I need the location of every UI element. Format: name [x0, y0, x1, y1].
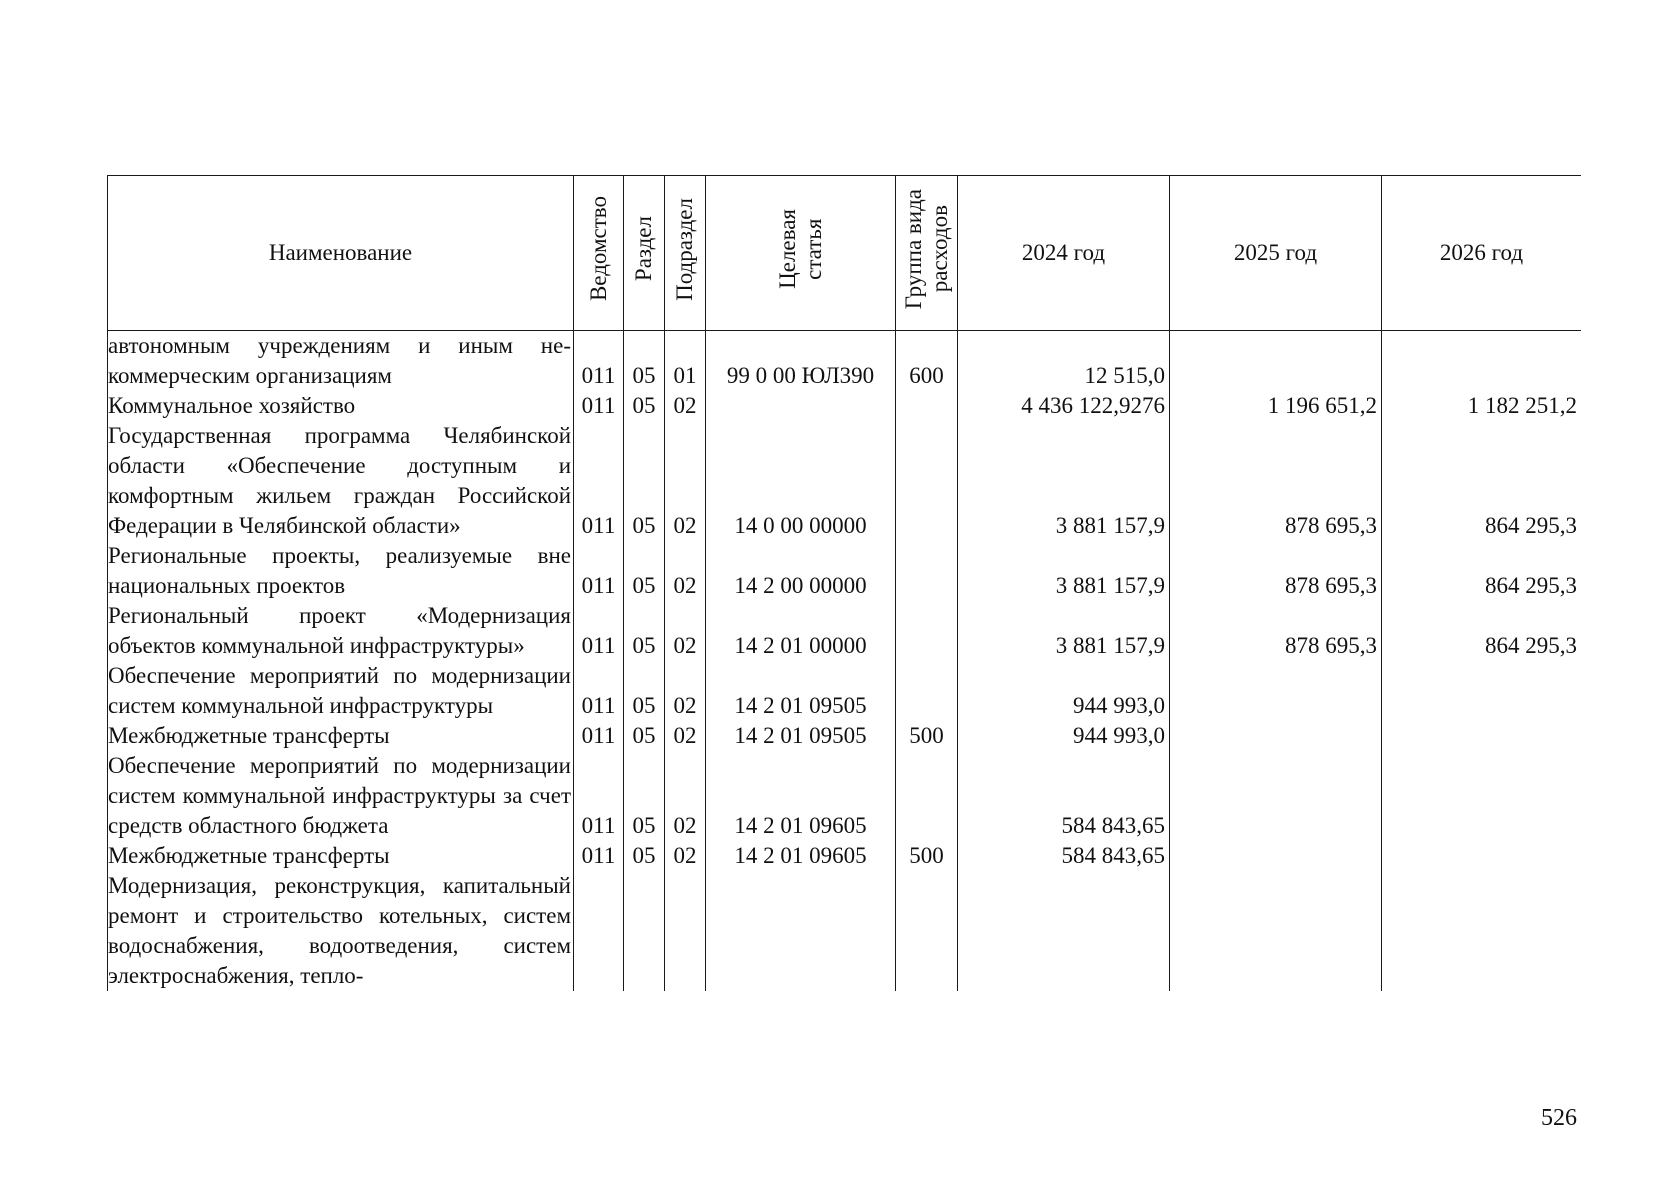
row-target-article: 14 2 00 00000	[706, 541, 896, 601]
row-section: 05	[624, 421, 665, 541]
row-agency: 011	[574, 601, 624, 661]
row-amount-2024: 4 436 122,9276	[958, 391, 1170, 421]
row-agency: 011	[574, 751, 624, 841]
row-subsection: 02	[665, 721, 706, 751]
header-agency-label: Ведомство	[585, 196, 611, 302]
row-amount-2025	[1170, 661, 1382, 721]
header-target-line2: статья	[800, 218, 826, 280]
row-amount-2026: 864 295,3	[1382, 421, 1582, 541]
row-amount-2026	[1382, 871, 1582, 991]
header-name	[108, 176, 574, 331]
header-section-label: Раздел	[631, 216, 656, 282]
header-expense-group	[896, 176, 958, 331]
header-2024-label: 2024 год	[1021, 240, 1106, 265]
row-name: Региональный проект «Модернизация объектов коммунальной инфраструктуры»	[108, 601, 574, 661]
table-row	[108, 841, 1582, 871]
row-subsection: 02	[665, 421, 706, 541]
header-2026-label: 2026 год	[1439, 240, 1524, 265]
row-subsection: 02	[665, 541, 706, 601]
row-expense-group	[896, 541, 958, 601]
row-target-article	[706, 871, 896, 991]
row-agency	[574, 871, 624, 991]
row-name: Межбюджетные трансферты	[108, 721, 574, 751]
header-target-article-label	[775, 209, 827, 289]
row-subsection: 01	[665, 331, 706, 392]
row-subsection: 02	[665, 661, 706, 721]
header-subsection	[665, 176, 706, 331]
row-subsection: 02	[665, 601, 706, 661]
row-amount-2024: 944 993,0	[958, 721, 1170, 751]
row-amount-2024: 584 843,65	[958, 841, 1170, 871]
header-2025-label: 2025 год	[1233, 240, 1318, 265]
row-target-article: 99 0 00 ЮЛ390	[706, 331, 896, 392]
row-amount-2026	[1382, 661, 1582, 721]
row-name: Региональные проекты, реализуемые вне национальных проектов	[108, 541, 574, 601]
row-agency: 011	[574, 721, 624, 751]
row-name: Государственная программа Челябинской области «Обеспечение доступным и комфортным жильем граждан Российской Федерации в Челябинской области»	[108, 421, 574, 541]
row-agency: 011	[574, 331, 624, 392]
row-expense-group	[896, 421, 958, 541]
row-expense-group	[896, 391, 958, 421]
row-section: 05	[624, 661, 665, 721]
row-amount-2025: 878 695,3	[1170, 421, 1382, 541]
row-section: 05	[624, 601, 665, 661]
row-amount-2026: 864 295,3	[1382, 601, 1582, 661]
row-amount-2025	[1170, 331, 1382, 392]
row-amount-2025: 878 695,3	[1170, 541, 1382, 601]
row-name: Модернизация, реконструкция, капитальный ремонт и строительство котельных, систем водоснабжения, водоотведения, систем электроснабжения, тепло-	[108, 871, 574, 991]
row-subsection: 02	[665, 841, 706, 871]
table-body	[108, 331, 1582, 992]
row-section: 05	[624, 391, 665, 421]
row-amount-2024: 584 843,65	[958, 751, 1170, 841]
header-section	[624, 176, 665, 331]
table-row	[108, 391, 1582, 421]
row-amount-2025	[1170, 841, 1382, 871]
row-target-article	[706, 391, 896, 421]
row-name: Обеспечение мероприятий по модернизации систем коммунальной инфраструктуры	[108, 661, 574, 721]
table-row	[108, 661, 1582, 721]
row-amount-2026: 864 295,3	[1382, 541, 1582, 601]
row-agency: 011	[574, 391, 624, 421]
row-amount-2024: 3 881 157,9	[958, 601, 1170, 661]
row-name: автономным учреждениям и иным некоммерческим организациям	[108, 331, 574, 392]
row-agency: 011	[574, 541, 624, 601]
row-expense-group: 500	[896, 721, 958, 751]
header-expense-line2: расходов	[926, 205, 952, 293]
budget-table-container	[107, 175, 1581, 1087]
row-section: 05	[624, 331, 665, 392]
row-subsection: 02	[665, 751, 706, 841]
header-expense-line1: Группа вида	[900, 188, 926, 310]
row-amount-2025	[1170, 721, 1382, 751]
row-expense-group	[896, 661, 958, 721]
row-target-article: 14 2 01 09505	[706, 721, 896, 751]
page-number: 526	[1541, 1105, 1577, 1131]
row-amount-2024: 3 881 157,9	[958, 541, 1170, 601]
table-row	[108, 751, 1582, 841]
header-target-line1: Целевая	[774, 209, 800, 289]
row-expense-group	[896, 751, 958, 841]
row-expense-group	[896, 871, 958, 991]
row-target-article: 14 2 01 00000	[706, 601, 896, 661]
header-2025	[1170, 176, 1382, 331]
row-expense-group: 600	[896, 331, 958, 392]
row-name: Коммунальное хозяйство	[108, 391, 574, 421]
row-section: 05	[624, 841, 665, 871]
row-expense-group: 500	[896, 841, 958, 871]
row-amount-2026	[1382, 751, 1582, 841]
row-amount-2024: 944 993,0	[958, 661, 1170, 721]
table-row	[108, 421, 1582, 541]
header-name-label: Наименование	[268, 240, 413, 265]
header-target-article	[706, 176, 896, 331]
row-name: Обеспечение мероприятий по модернизации систем коммунальной инфраструктуры за счет средств областного бюджета	[108, 751, 574, 841]
table-row	[108, 541, 1582, 601]
row-section: 05	[624, 541, 665, 601]
row-section	[624, 871, 665, 991]
row-amount-2025	[1170, 871, 1382, 991]
row-section: 05	[624, 751, 665, 841]
row-agency: 011	[574, 661, 624, 721]
table-row	[108, 601, 1582, 661]
table-row	[108, 871, 1582, 991]
header-expense-group-label	[901, 189, 953, 309]
row-amount-2026	[1382, 331, 1582, 392]
row-amount-2026	[1382, 721, 1582, 751]
row-amount-2024: 12 515,0	[958, 331, 1170, 392]
header-row	[108, 176, 1582, 331]
header-agency	[574, 176, 624, 331]
row-subsection: 02	[665, 391, 706, 421]
row-agency: 011	[574, 841, 624, 871]
row-name: Межбюджетные трансферты	[108, 841, 574, 871]
row-subsection	[665, 871, 706, 991]
budget-table	[107, 175, 1581, 991]
header-2024	[958, 176, 1170, 331]
row-target-article: 14 2 01 09605	[706, 841, 896, 871]
row-amount-2025: 1 196 651,2	[1170, 391, 1382, 421]
row-target-article: 14 2 01 09605	[706, 751, 896, 841]
header-subsection-label: Подраздел	[672, 197, 697, 301]
row-amount-2025	[1170, 751, 1382, 841]
row-section: 05	[624, 721, 665, 751]
table-row	[108, 721, 1582, 751]
table-row	[108, 331, 1582, 392]
row-amount-2024: 3 881 157,9	[958, 421, 1170, 541]
row-expense-group	[896, 601, 958, 661]
row-amount-2025: 878 695,3	[1170, 601, 1382, 661]
row-amount-2026: 1 182 251,2	[1382, 391, 1582, 421]
row-amount-2024	[958, 871, 1170, 991]
row-amount-2026	[1382, 841, 1582, 871]
row-agency: 011	[574, 421, 624, 541]
row-target-article: 14 0 00 00000	[706, 421, 896, 541]
header-2026	[1382, 176, 1582, 331]
row-target-article: 14 2 01 09505	[706, 661, 896, 721]
